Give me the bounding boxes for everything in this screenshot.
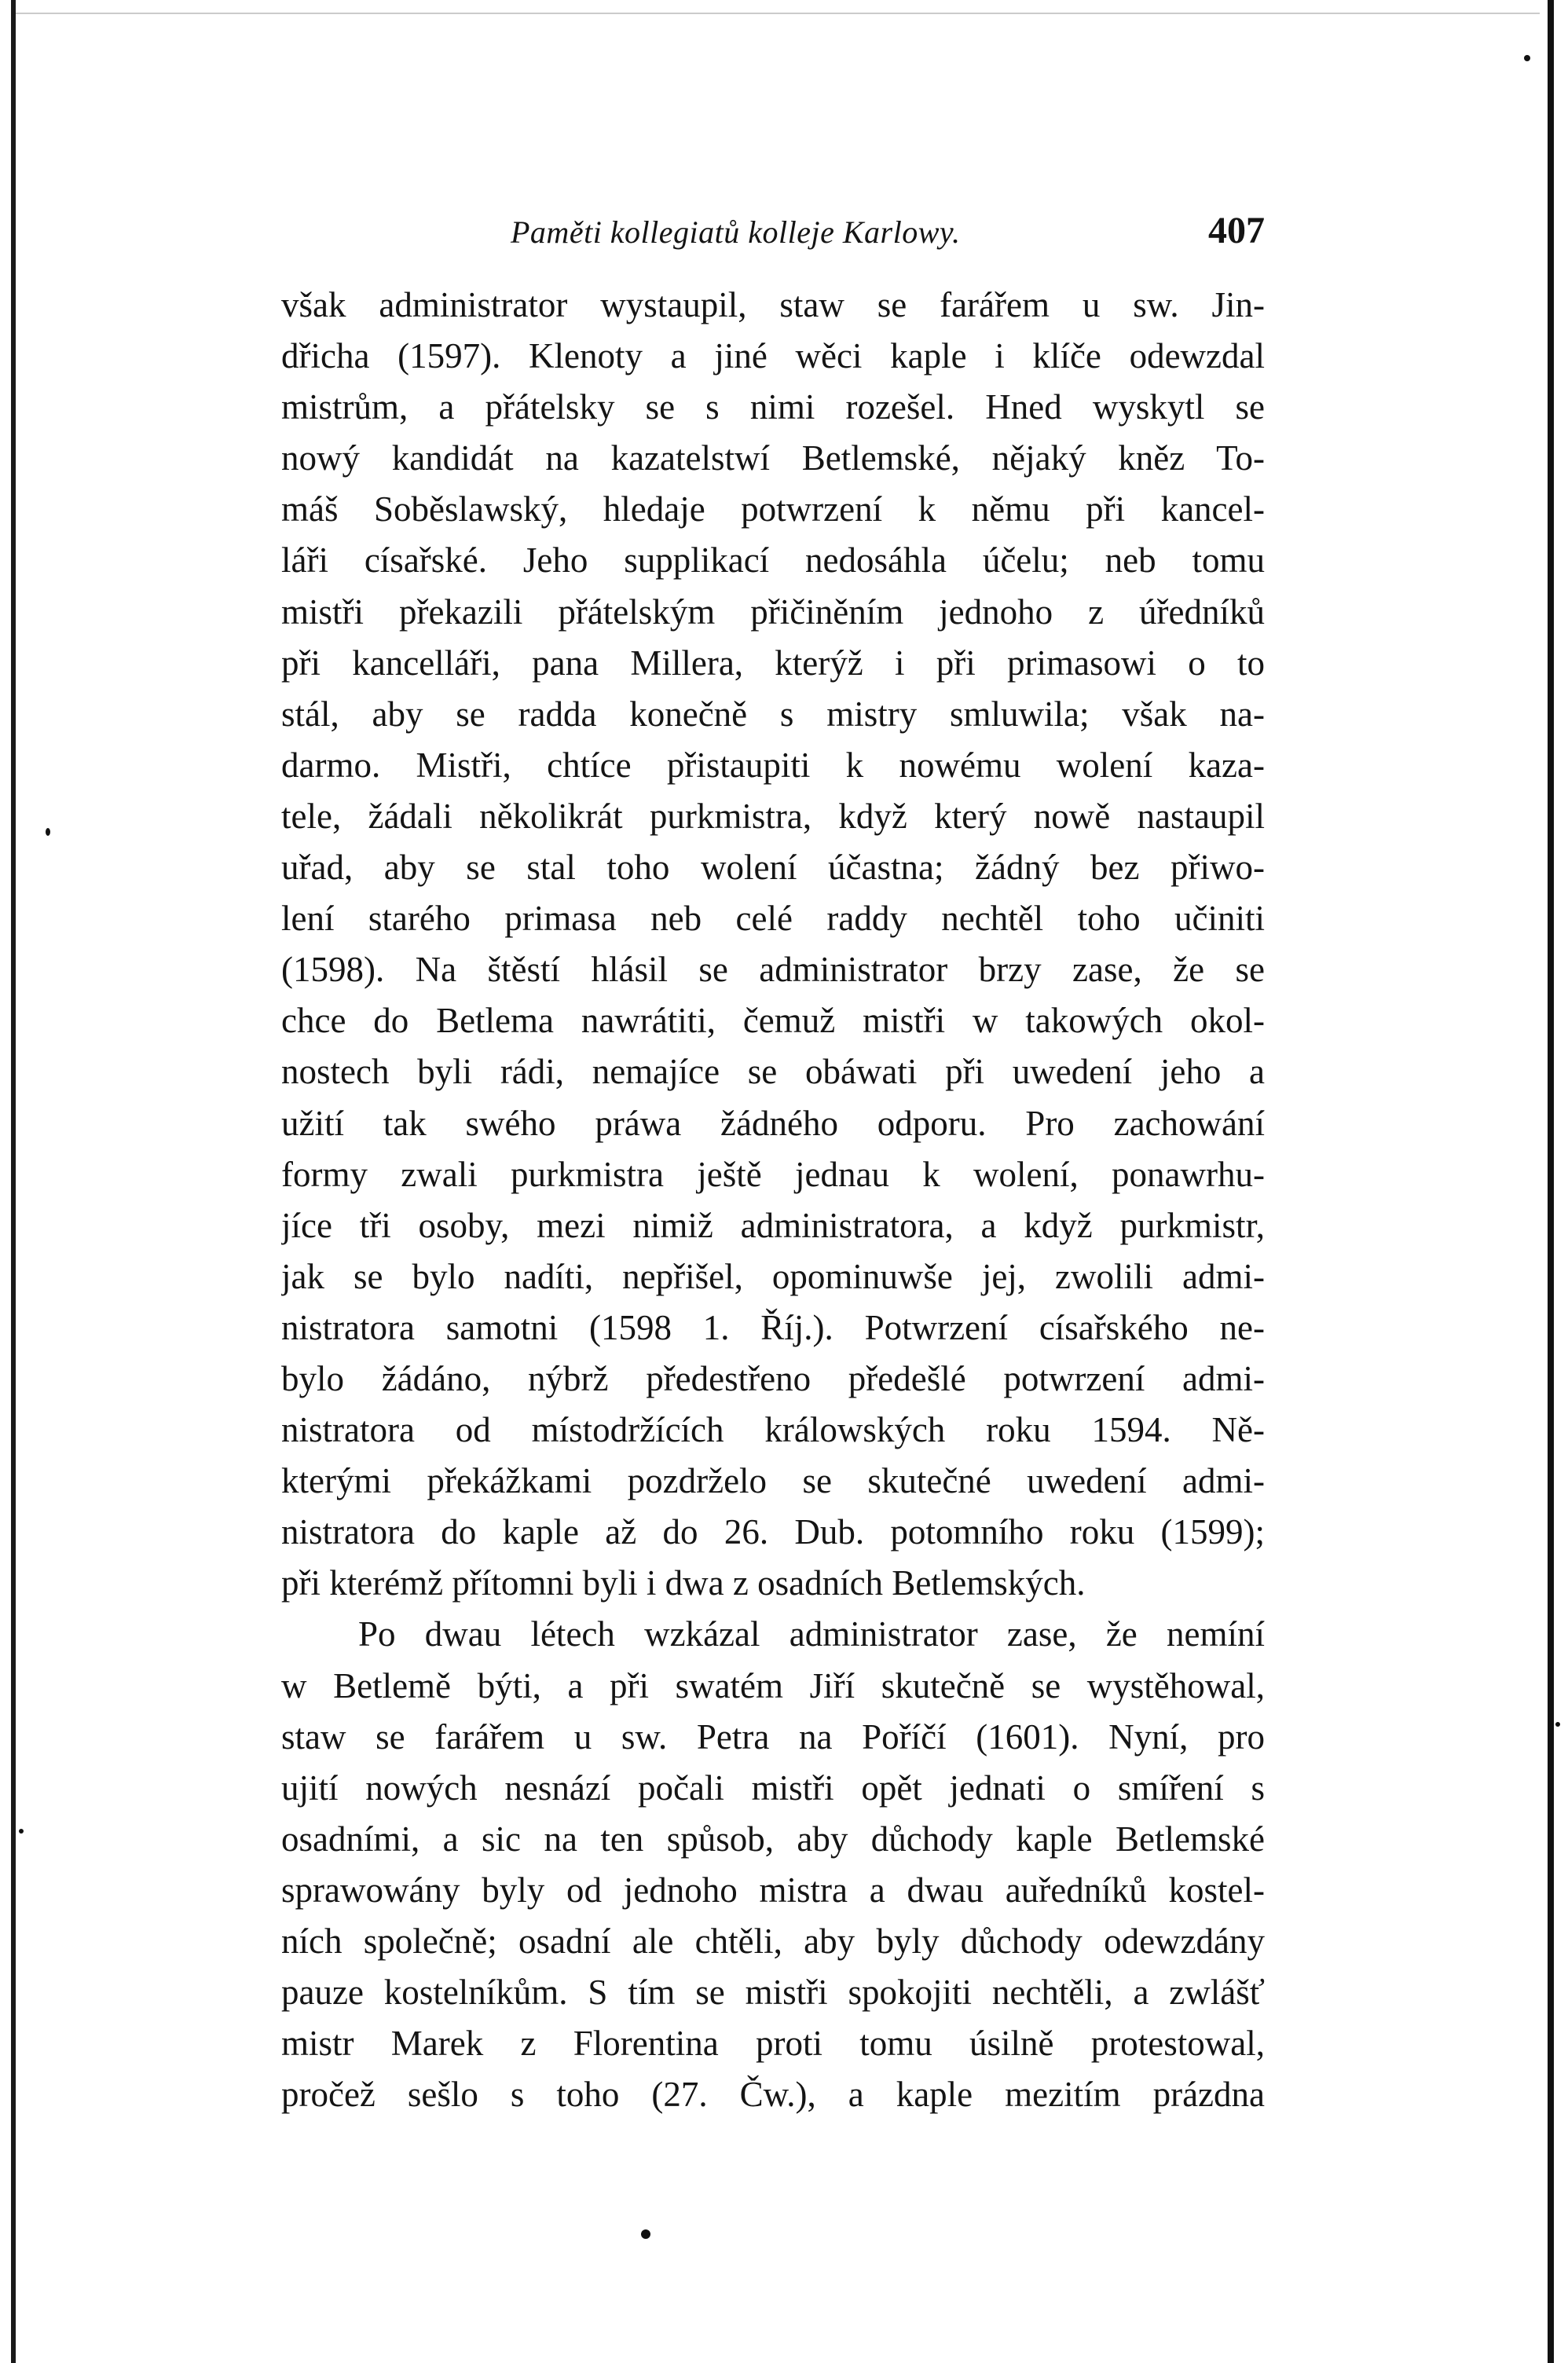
text-line: nowý kandidát na kazatelstwí Betlemské, nějaký kněz To-	[281, 438, 1265, 478]
text-line: jíce tři osoby, mezi nimiž administratora, a když purkmistr,	[281, 1205, 1265, 1245]
text-line: mistr Marek z Florentina proti tomu úsilně protestowal,	[281, 2024, 1265, 2064]
text-line: kterými překážkami pozdrželo se skutečné uwedení admi-	[281, 1461, 1265, 1501]
text-line: tele, žádali několikrát purkmistra, když který nowě nastaupil	[281, 796, 1265, 836]
text-line: darmo. Mistři, chtíce přistaupiti k nowému wolení kaza-	[281, 745, 1265, 785]
text-line: při kterémž přítomni byli i dwa z osadních Betlemských.	[281, 1563, 1086, 1603]
running-title: Paměti kollegiatů kolleje Karlowy.	[511, 214, 961, 250]
text-line: láři císařské. Jeho supplikací nedosáhla účelu; neb tomu	[281, 540, 1265, 581]
text-line: w Betlemě býti, a při swatém Jiří skutečně se wystěhowal,	[281, 1665, 1265, 1705]
text-line: mistrům, a přátelsky se s nimi rozešel. Hned wyskytl se	[281, 387, 1265, 427]
page-right-edge	[1548, 0, 1554, 2363]
text-line: užití tak swého práwa žádného odporu. Pro zachowání	[281, 1103, 1265, 1143]
page-top-edge	[16, 13, 1540, 14]
ink-speck	[46, 828, 50, 836]
text-line: jak se bylo nadíti, nepřišel, opominuwše jej, zwolili admi-	[281, 1256, 1265, 1296]
text-line: při kancelláři, pana Millera, kterýž i při primasowi o to	[281, 643, 1265, 683]
page-header	[283, 210, 1265, 270]
text-line: pročež sešlo s toho (27. Čw.), a kaple mezitím prázdna	[281, 2075, 1265, 2115]
text-line: nistratora do kaple až do 26. Dub. potomního roku (1599);	[281, 1512, 1265, 1552]
text-line: nistratora od místodržících králowských roku 1594. Ně-	[281, 1410, 1265, 1450]
ink-speck	[1555, 1722, 1560, 1727]
text-line: však administrator wystaupil, staw se farářem u sw. Jin-	[281, 285, 1265, 324]
body-text	[281, 280, 1265, 2120]
text-line: máš Soběslawský, hledaje potwrzení k němu při kancel-	[281, 489, 1265, 529]
ink-speck	[1524, 55, 1530, 61]
text-line: ních společně; osadní ale chtěli, aby byly důchody odewzdány	[281, 1922, 1265, 1961]
text-line: staw se farářem u sw. Petra na Poříčí (1601). Nyní, pro	[281, 1716, 1265, 1757]
text-line: mistři překazili přátelským přičiněním jednoho z úředníků	[281, 592, 1265, 632]
text-line: Po dwau létech wzkázal administrator zase, že nemíní	[358, 1614, 1265, 1654]
text-line: ujití nowých nesnází počali mistři opět jednati o smíření s	[281, 1768, 1265, 1808]
ink-speck	[19, 1829, 24, 1834]
text-line: formy zwali purkmistra ještě jednau k wolení, ponawrhu-	[281, 1154, 1265, 1194]
paragraph-2	[281, 1609, 1265, 2120]
page-number: 407	[1208, 210, 1265, 251]
page-left-edge	[11, 0, 16, 2363]
text-line: (1598). Na štěstí hlásil se administrator brzy zase, že se	[281, 950, 1265, 990]
text-line: chce do Betlema nawrátiti, čemuž mistři w takowých okol-	[281, 1001, 1265, 1041]
paragraph-1	[281, 280, 1265, 1609]
text-line: osadními, a sic na ten spůsob, aby důchody kaple Betlemské	[281, 1819, 1265, 1859]
text-line: nistratora samotni (1598 1. Říj.). Potwrzení císařského ne-	[281, 1307, 1265, 1347]
ink-speck	[641, 2229, 650, 2239]
text-line: bylo žádáno, nýbrž předestřeno předešlé potwrzení admi-	[281, 1358, 1265, 1398]
text-line: dřicha (1597). Klenoty a jiné wěci kaple i klíče odewzdal	[281, 336, 1265, 376]
text-line: stál, aby se radda konečně s mistry smluwila; však na-	[281, 694, 1265, 734]
text-line: nostech byli rádi, nemajíce se obáwati při uwedení jeho a	[281, 1052, 1265, 1092]
text-line: lení starého primasa neb celé raddy nechtěl toho učiniti	[281, 899, 1265, 939]
text-line: pauze kostelníkům. S tím se mistři spokojiti nechtěli, a zwlášť	[281, 1973, 1265, 2013]
text-line: sprawowány byly od jednoho mistra a dwau auředníků kostel-	[281, 1870, 1265, 1910]
text-line: uřad, aby se stal toho wolení účastna; žádný bez přiwo-	[281, 848, 1265, 888]
